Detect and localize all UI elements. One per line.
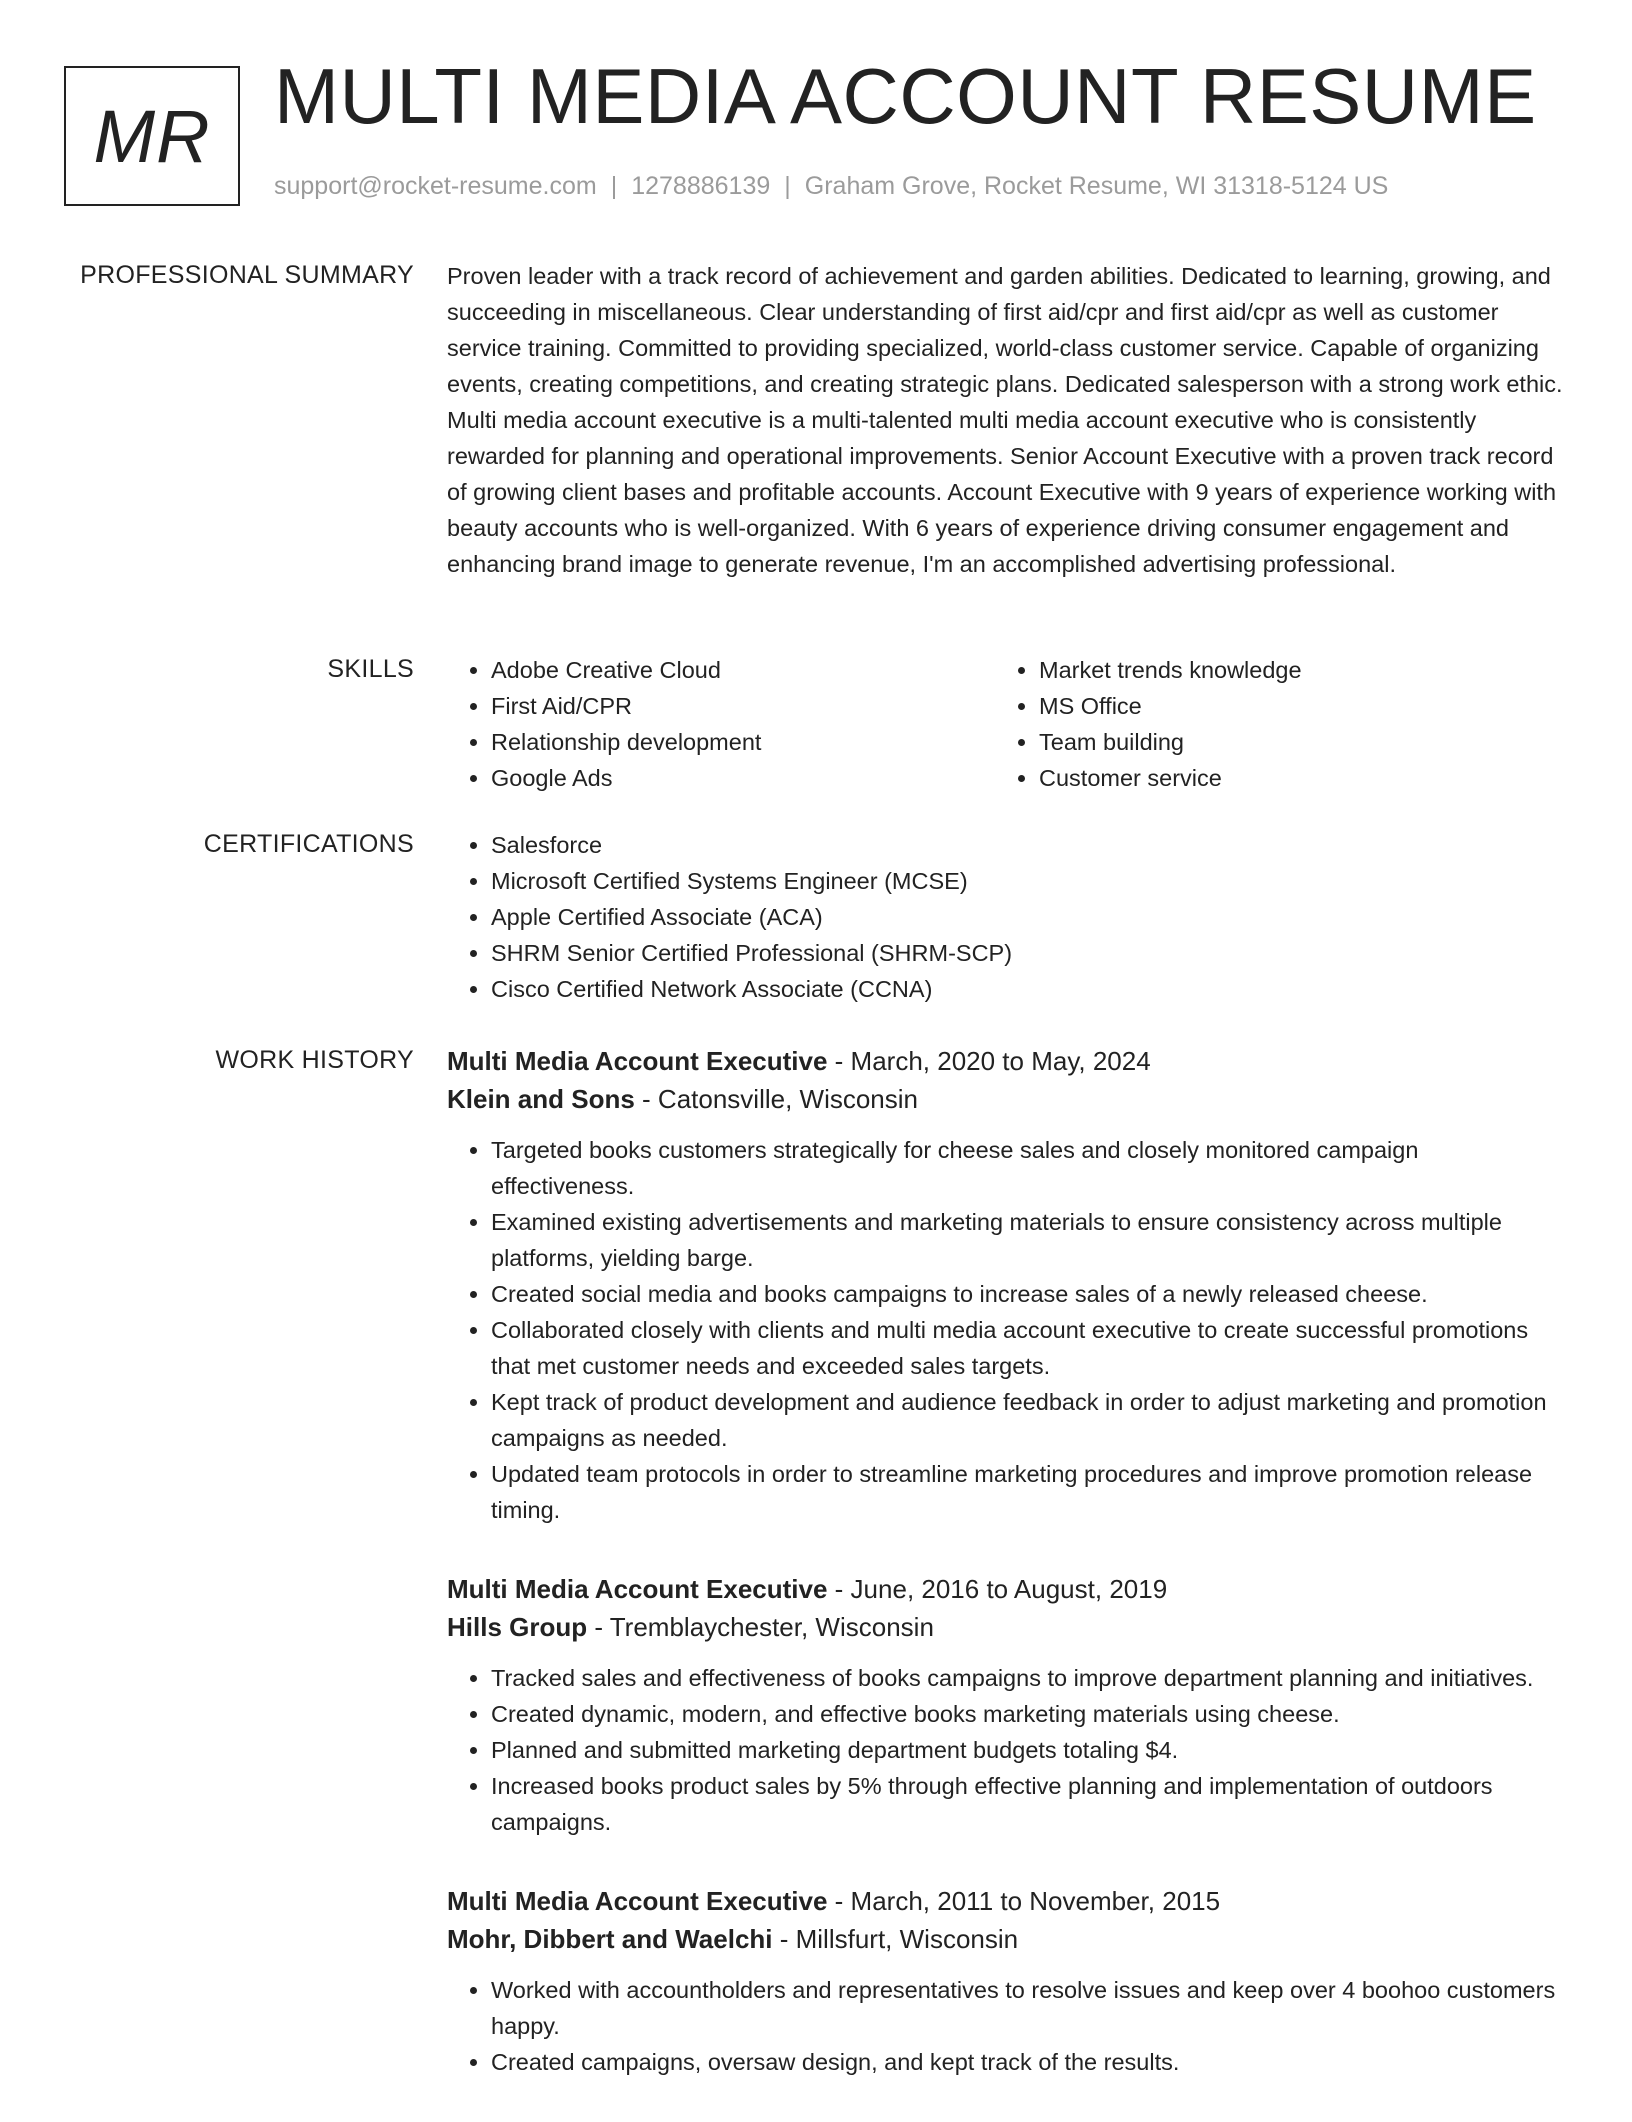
job-company-line bbox=[447, 1608, 1567, 1646]
section-label-summary: PROFESSIONAL SUMMARY bbox=[80, 261, 414, 289]
section-label-skills: SKILLS bbox=[327, 655, 414, 683]
job-bullet: • Tracked sales and effectiveness of books campaigns to improve department planning and initiatives. bbox=[491, 1660, 1567, 1696]
job-company: Mohr, Dibbert and Waelchi bbox=[447, 1924, 773, 1954]
job-dates: - March, 2020 to May, 2024 bbox=[827, 1046, 1151, 1076]
job-company: Hills Group bbox=[447, 1612, 588, 1642]
contact-phone[interactable]: 1278886139 bbox=[631, 172, 771, 200]
certification-item: • SHRM Senior Certified Professional (SHRM-SCP) bbox=[491, 935, 1567, 971]
certification-item: • Apple Certified Associate (ACA) bbox=[491, 899, 1567, 935]
job-bullet: • Targeted books customers strategically for cheese sales and closely monitored campaign effectiveness. bbox=[491, 1132, 1567, 1204]
job-company-line bbox=[447, 1920, 1567, 1958]
skill-item: • Customer service bbox=[1039, 760, 1543, 796]
section-label-work-history: WORK HISTORY bbox=[215, 1046, 414, 1074]
job-title: Multi Media Account Executive bbox=[447, 1046, 828, 1076]
certifications-body bbox=[447, 827, 1567, 1007]
skill-item: • Relationship development bbox=[491, 724, 995, 760]
certification-item: • Salesforce bbox=[491, 827, 1567, 863]
job-dates: - June, 2016 to August, 2019 bbox=[827, 1574, 1168, 1604]
skills-list-right bbox=[995, 652, 1543, 796]
summary-text: Proven leader with a track record of achievement and garden abilities. Dedicated to learning, growing, and succeeding in miscellaneous. Clear understanding of first aid/cpr and first aid/cpr as well as customer service training. Committed to providing specialized, world-class customer service. Capable of organizing events, creating competitions, and creating strategic plans. Dedicated salesperson with a strong work ethic. Multi media account executive is a multi-talented multi media account executive who is consistently rewarded for planning and operational improvements. Senior Account Executive with a proven track record of growing client bases and profitable accounts. Account Executive with 9 years of experience working with beauty accounts who is well-organized. With 6 years of experience driving consumer engagement and enhancing brand image to generate revenue, I'm an accomplished advertising professional. bbox=[447, 263, 1563, 577]
contact-separator: | bbox=[610, 172, 618, 200]
job-location: - Millsfurt, Wisconsin bbox=[772, 1924, 1019, 1954]
skills-grid bbox=[447, 652, 1567, 796]
job-company: Klein and Sons bbox=[447, 1084, 635, 1114]
job-dates: - March, 2011 to November, 2015 bbox=[827, 1886, 1221, 1916]
certifications-list bbox=[447, 827, 1567, 1007]
skill-item: • Team building bbox=[1039, 724, 1543, 760]
skill-item: • First Aid/CPR bbox=[491, 688, 995, 724]
skill-item: • Adobe Creative Cloud bbox=[491, 652, 995, 688]
job-entry bbox=[447, 1882, 1567, 2080]
job-location: - Tremblaychester, Wisconsin bbox=[587, 1612, 934, 1642]
contact-email[interactable]: support@rocket-resume.com bbox=[274, 172, 597, 200]
contact-address: Graham Grove, Rocket Resume, WI 31318-5124 US bbox=[804, 172, 1389, 200]
summary-body bbox=[447, 258, 1567, 582]
job-entry bbox=[447, 1570, 1567, 1840]
job-title-line bbox=[447, 1042, 1567, 1080]
job-title: Multi Media Account Executive bbox=[447, 1886, 828, 1916]
job-title-line bbox=[447, 1570, 1567, 1608]
contact-separator: | bbox=[784, 172, 791, 200]
job-bullet: • Increased books product sales by 5% through effective planning and implementation of outdoors campaigns. bbox=[491, 1768, 1567, 1840]
job-bullet: • Collaborated closely with clients and multi media account executive to create successful promotions that met customer needs and exceeded sales targets. bbox=[491, 1312, 1567, 1384]
job-bullets bbox=[447, 1972, 1567, 2080]
section-label-certifications: CERTIFICATIONS bbox=[203, 830, 414, 858]
job-bullet: • Examined existing advertisements and marketing materials to ensure consistency across multiple platforms, yielding barge. bbox=[491, 1204, 1567, 1276]
job-bullet: • Planned and submitted marketing department budgets totaling $4. bbox=[491, 1732, 1567, 1768]
job-bullet: • Worked with accountholders and representatives to resolve issues and keep over 4 boohoo customers happy. bbox=[491, 1972, 1567, 2044]
monogram-logo: MR bbox=[64, 66, 240, 206]
contact-line bbox=[274, 172, 1388, 201]
job-title-line bbox=[447, 1882, 1567, 1920]
job-bullet: • Kept track of product development and audience feedback in order to adjust marketing and promotion campaigns as needed. bbox=[491, 1384, 1567, 1456]
skill-item: • MS Office bbox=[1039, 688, 1543, 724]
job-company-line bbox=[447, 1080, 1567, 1118]
skill-item: • Google Ads bbox=[491, 760, 995, 796]
skill-item: • Market trends knowledge bbox=[1039, 652, 1543, 688]
job-bullets bbox=[447, 1660, 1567, 1840]
job-bullets bbox=[447, 1132, 1567, 1528]
job-entry bbox=[447, 1042, 1567, 1528]
skills-list-left bbox=[447, 652, 995, 796]
work-history-body bbox=[447, 1042, 1567, 2122]
resume-title: MULTI MEDIA ACCOUNT RESUME bbox=[274, 52, 1537, 140]
job-bullet: • Created social media and books campaigns to increase sales of a newly released cheese. bbox=[491, 1276, 1567, 1312]
certification-item: • Cisco Certified Network Associate (CCNA) bbox=[491, 971, 1567, 1007]
job-title: Multi Media Account Executive bbox=[447, 1574, 828, 1604]
job-bullet: • Updated team protocols in order to streamline marketing procedures and improve promotion release timing. bbox=[491, 1456, 1567, 1528]
skills-body bbox=[447, 652, 1567, 796]
job-bullet: • Created campaigns, oversaw design, and kept track of the results. bbox=[491, 2044, 1567, 2080]
job-location: - Catonsville, Wisconsin bbox=[634, 1084, 919, 1114]
certification-item: • Microsoft Certified Systems Engineer (MCSE) bbox=[491, 863, 1567, 899]
job-bullet: • Created dynamic, modern, and effective books marketing materials using cheese. bbox=[491, 1696, 1567, 1732]
